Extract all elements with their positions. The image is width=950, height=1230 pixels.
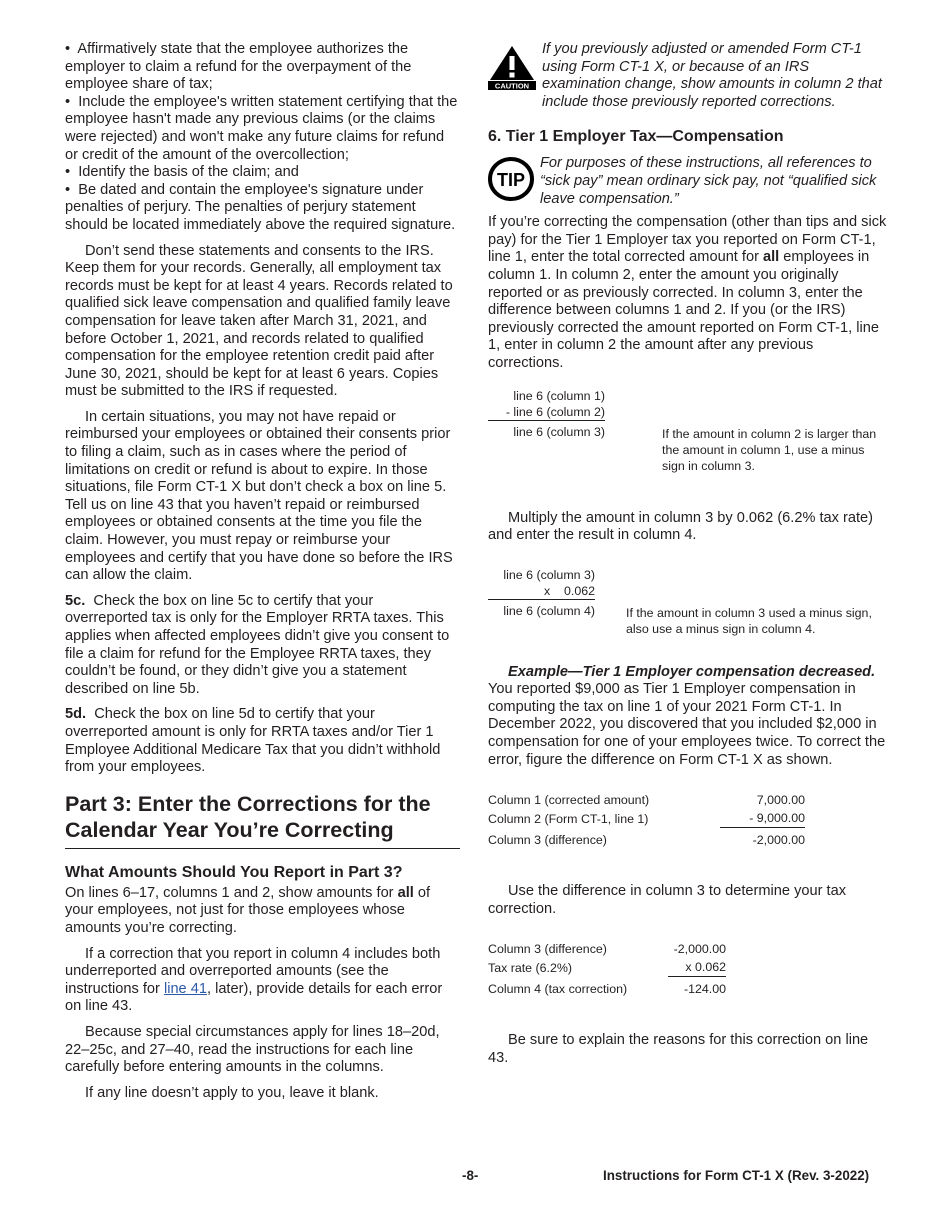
tax-correction-table (488, 940, 726, 998)
paragraph-correcting: If you’re correcting the compensation (other than tips and sick pay) for the Tier 1 Employer tax you reported on Form CT-1, line 1, enter the total corrected amount for all employees in column 1. In column 2, enter the amount you originally reported or as previously corrected. In column 3, enter the difference between columns 1 and 2. If you (or the IRS) previously corrected the amount reported on Form CT-1, line 1, enter in column 2 the amount after any previous corrections. (488, 214, 887, 371)
paragraph-blank: If any line doesn’t apply to you, leave it blank. (85, 1084, 379, 1101)
right-column (488, 41, 888, 1068)
example-table (488, 791, 805, 849)
table-row: Column 1 (corrected amount) 7,000.00 (488, 793, 805, 808)
calc-line-3: line 6 (column 3) (513, 424, 605, 439)
bullet-item: • Include the employee's written statement certifying that the employee hasn't made any previous claims (or the claims were rejected) and won't make any future claims for refund or credit of the amount of the overcollection; (65, 93, 458, 163)
caution-note (488, 41, 888, 111)
what-amounts-heading: What Amounts Should You Report in Part 3? (65, 863, 403, 881)
table-row: Column 3 (difference) -2,000.00 (488, 833, 805, 848)
table-row: Tax rate (6.2%) x 0.062 (488, 958, 726, 977)
bullet-icon: • (65, 41, 78, 57)
paragraph-5c: 5c. Check the box on line 5c to certify that your overreported tax is only for the Employer RRTA taxes. This applies when affected employees didn’t give you consent to file a claim for refund for the Employee RRTA taxes, they couldn’t be found, or they didn’t give you a statement described on line 5b. (65, 592, 450, 697)
tip-note (488, 155, 888, 208)
label-5d: 5d. (65, 706, 87, 723)
svg-text:TIP: TIP (496, 170, 526, 191)
calc-line-2: x 0.062 (488, 583, 595, 600)
calc-note: If the amount in column 3 used a minus sign, also use a minus sign in column 4. (626, 605, 872, 636)
calc-column3 (488, 388, 888, 488)
bullet-item: • Identify the basis of the claim; and (65, 164, 299, 181)
page-number: -8- (462, 1168, 479, 1183)
paragraph-5d: 5d. Check the box on line 5d to certify that your overreported amount is only for RRTA taxes and/or Tier 1 Employee Additional Medicare Tax that you didn’t withhold from your employees. (65, 706, 441, 776)
part3-heading: Part 3: Enter the Corrections for the Calendar Year You’re Correcting (65, 791, 460, 849)
section6-heading: 6. Tier 1 Employer Tax—Compensation (488, 128, 784, 146)
paragraph-lines: On lines 6–17, columns 1 and 2, show amounts for all of your employees, not just for those employees whose amounts you’re correcting. (65, 884, 431, 936)
calc-line-1: line 6 (column 1) (513, 388, 605, 403)
bullet-item: • Affirmatively state that the employee authorizes the employer to claim a refund for the overpayment of the employee share of tax; (65, 41, 412, 93)
calc-line-1: line 6 (column 3) (503, 567, 595, 582)
paragraph-if-correction: If a correction that you report in column 4 includes both underreported and overreported amounts (see the instructions for line 41, later), provide details for each error on line 43. (65, 945, 443, 1015)
paragraph-use-difference: Use the difference in column 3 to determine your tax correction. (488, 883, 847, 917)
bullet-item: • Be dated and contain the employee's signature under penalties of perjury. The penalties of perjury statement should be located immediately above the required signature. (65, 181, 456, 233)
document-title: Instructions for Form CT-1 X (Rev. 3-2022) (603, 1168, 870, 1183)
bullet-icon: • (65, 93, 79, 110)
table-row: Column 3 (difference) -2,000.00 (488, 942, 726, 957)
tip-icon (488, 157, 534, 201)
table-row: Column 4 (tax correction) -124.00 (488, 982, 726, 997)
bullet-icon: • (65, 164, 79, 181)
paragraph-example: Example—Tier 1 Employer compensation decreased. You reported $9,000 as Tier 1 Employer compensation in computing the tax on line 1 of your 2021 Form CT-1. In December 2022, you discovered that you included $2,000 in compensation for one of your employees twice. To correct the error, figure the difference on Form CT-1 X as shown. (488, 663, 886, 768)
svg-text:CAUTION: CAUTION (494, 81, 530, 90)
line-41-link[interactable]: line 41 (163, 980, 207, 997)
caution-text: If you previously adjusted or amended Form CT-1 using Form CT-1 X, or because of an IRS examination change, show amounts in column 2 that include those previously reported corrections. (542, 41, 882, 110)
calc-column4 (488, 567, 888, 642)
paragraph-dont-send: Don’t send these statements and consents to the IRS. Keep them for your records. Generally, all employment tax records must be kept for at least 4 years. Records related to qualified sick leave compensation and qualified family leave compensation for leave taken after March 31, 2021, and before October 1, 2021, and records related to qualified compensation for the employee retention credit paid after June 30, 2021, should be kept for at least 6 years. Copies must be submitted to the IRS if requested. (65, 242, 453, 400)
paragraph-because: Because special circumstances apply for lines 18–20d, 22–25c, and 27–40, read the instructions for each line carefully before entering amounts in the columns. (65, 1023, 440, 1076)
label-5c: 5c. (65, 592, 86, 609)
calc-line-3: line 6 (column 4) (503, 603, 595, 618)
example-heading: Example—Tier 1 Employer compensation decreased. (508, 663, 876, 680)
paragraph-explain: Be sure to explain the reasons for this correction on line 43. (488, 1032, 869, 1067)
table-row: Column 2 (Form CT-1, line 1) - 9,000.00 (488, 809, 805, 828)
calc-line-2: - line 6 (column 2) (488, 404, 605, 421)
paragraph-multiply: Multiply the amount in column 3 by 0.062 (6.2% tax rate) and enter the result in column 4. (488, 509, 874, 544)
bullet-icon: • (65, 181, 79, 198)
tip-text: For purposes of these instructions, all references to “sick pay” mean ordinary sick pay, not “qualified sick leave compensation.” (540, 155, 877, 207)
paragraph-certain-situations: In certain situations, you may not have repaid or reimbursed your employees or obtained their consents prior to filing a claim, such as in cases where the period of limitations on credit or refund is about to expire. In those situations, file Form CT-1 X but don’t check a box on line 5. Tell us on line 43 that you haven’t repaid or reimbursed employees or obtained consents at the time you file the claim. However, you must repay or reimburse your employees and certify that you have done so before the IRS can allow the claim. (65, 408, 453, 584)
caution-icon (488, 44, 536, 95)
left-column (65, 41, 460, 1102)
calc-note: If the amount in column 2 is larger than the amount in column 1, use a minus sign in column 3. (662, 426, 877, 473)
